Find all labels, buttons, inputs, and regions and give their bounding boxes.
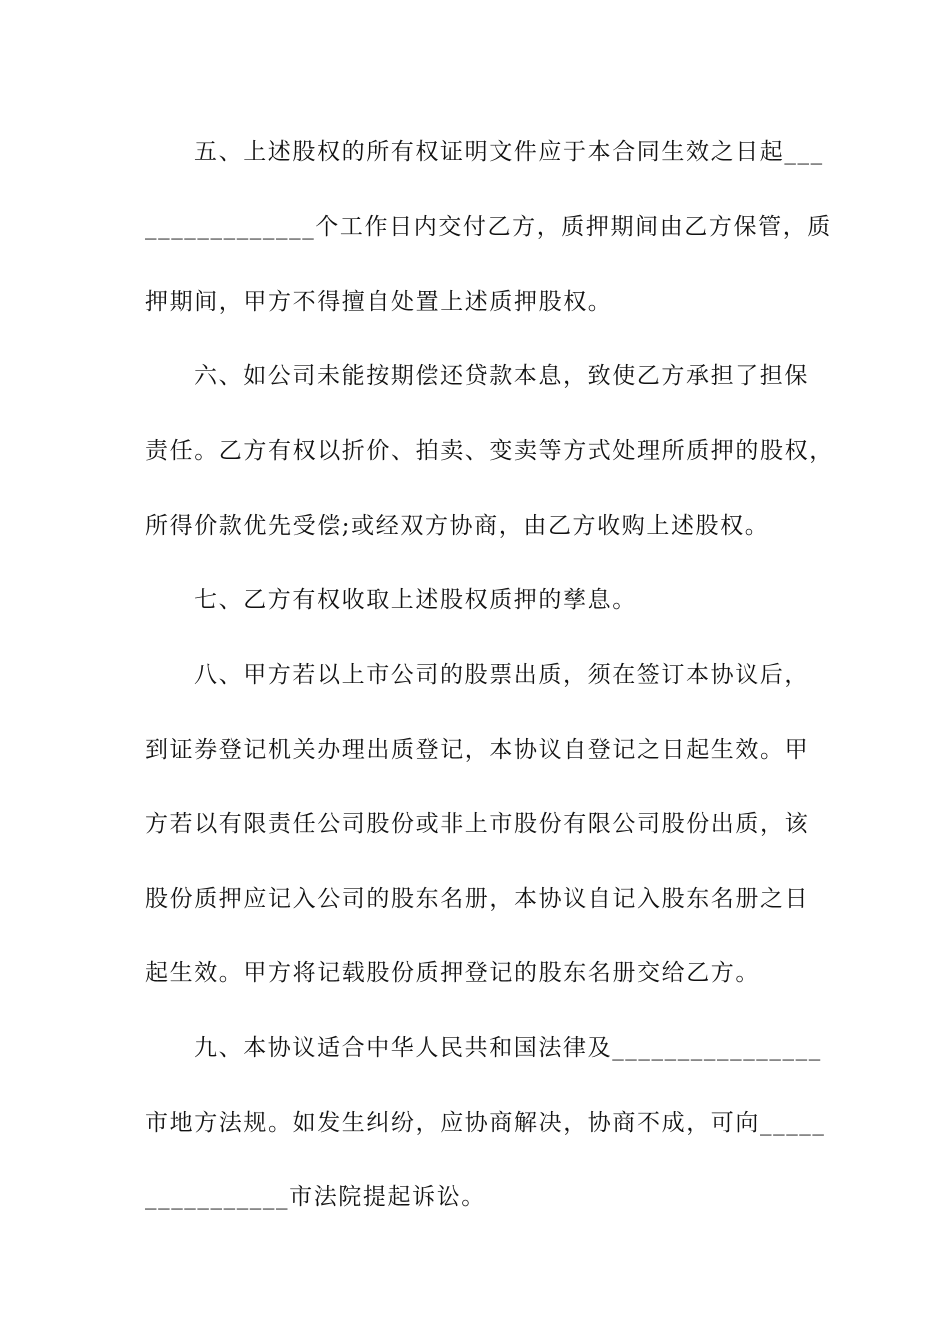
- clause-9-line-2: 市地方法规。如发生纠纷，应协商解决，协商不成，可向_____: [145, 1110, 826, 1136]
- clause-9-line-3: ___________市法院提起诉讼。: [145, 1184, 486, 1210]
- clause-8-line-2: 到证券登记机关办理出质登记，本协议自登记之日起生效。甲: [145, 737, 810, 763]
- clause-5-line-3: 押期间，甲方不得擅自处置上述质押股权。: [145, 289, 613, 315]
- clause-6-line-3: 所得价款优先受偿;或经双方协商，由乙方收购上述股权。: [145, 513, 770, 539]
- clause-8-line-1: 八、甲方若以上市公司的股票出质，须在签订本协议后，: [194, 662, 809, 688]
- clause-8-line-3: 方若以有限责任公司股份或非上市股份有限公司股份出质，该: [145, 811, 810, 837]
- clause-7-line-1: 七、乙方有权收取上述股权质押的孳息。: [194, 587, 637, 613]
- clause-9-line-1: 九、本协议适合中华人民共和国法律及________________: [194, 1035, 822, 1061]
- clause-6-line-2: 责任。乙方有权以折价、拍卖、变卖等方式处理所质押的股权，: [145, 438, 834, 464]
- clause-8-line-5: 起生效。甲方将记载股份质押登记的股东名册交给乙方。: [145, 960, 760, 986]
- clause-5-line-1: 五、上述股权的所有权证明文件应于本合同生效之日起___: [194, 139, 824, 165]
- clause-5-line-2: _____________个工作日内交付乙方，质押期间由乙方保管，质: [145, 214, 832, 240]
- clause-6-line-1: 六、如公司未能按期偿还贷款本息，致使乙方承担了担保: [194, 363, 809, 389]
- clause-8-line-4: 股份质押应记入公司的股东名册，本协议自记入股东名册之日: [145, 886, 810, 912]
